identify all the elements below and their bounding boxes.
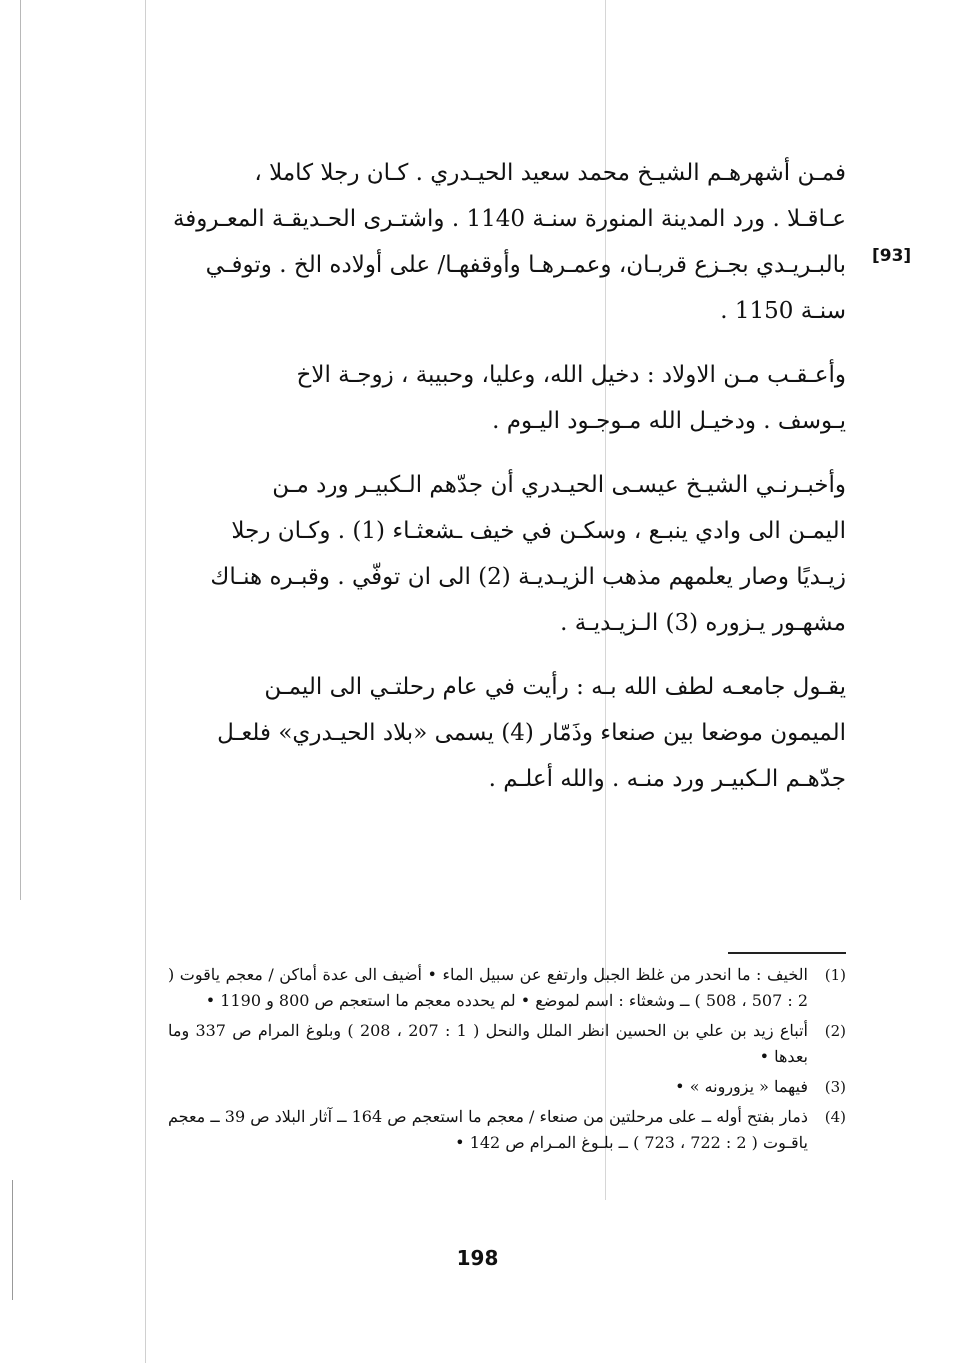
footnote-text: الخيف : ما انحدر من غلظ الجبل وارتفع عن سبيل الماء • أضيف الى عدة أماكن / معجم ياقوت ( 2 : 507 ، 508 ) ــ وشعثاء : اسم لموضع • لم يحدده معجم ما استعجم ص 800 و 1190 •: [168, 965, 809, 1010]
text-line: عـاقـلا . ورد المدينة المنورة سنـة 1140 . واشتـرى الحـديقـة المعـروفة: [172, 206, 846, 232]
text-line: بالبـريـدي بجـزع قربـان، وعمـرهـا وأوقفهـا/ على أولاده الخ . وتوفـي: [205, 252, 846, 278]
body-text: [160, 150, 846, 820]
footnote-divider: [728, 952, 846, 954]
text-line: يـوسف . ودخيـل الله مـوجـود اليـوم .: [492, 408, 846, 434]
scan-artifact-line: [20, 0, 21, 900]
footnote: [168, 1104, 846, 1156]
text-line: سنـة 1150 .: [720, 298, 846, 324]
footnote-number: (3): [824, 1078, 846, 1096]
scan-artifact-line: [145, 0, 146, 1363]
text-line: الميمون موضعا بين صنعاء وذَمّار (4) يسمى «بلاد الحيـدري» فلعـل: [217, 720, 846, 746]
text-line: يقـول جامعـه لطف الله بـه : رأيت في عام رحلتـي الى اليمـن: [264, 674, 846, 700]
text-line: اليمـن الى وادي ينبـع ، وسكـن في خيف ـشعثـاء (1) . وكـان رجلا: [231, 518, 846, 544]
footnote-text: أتباع زيد بن علي بن الحسين انظر الملل والنحل ( 1 : 207 ، 208 ) وبلوغ المرام ص 337 وما بعدها •: [168, 1021, 808, 1066]
page-number: 198: [456, 1246, 499, 1270]
footnote: [168, 1018, 846, 1070]
footnotes: [168, 962, 846, 1160]
margin-marker: [93]: [872, 246, 912, 266]
footnote: [168, 1074, 846, 1100]
text-line: وأعـقـب مـن الاولاد : دخيل الله، وعليا، وحبيبة ، زوجـة الاخ: [296, 362, 846, 388]
footnote-text: فيهما « يزورونه » •: [675, 1077, 808, 1096]
paragraph: [160, 664, 846, 802]
paragraph: [160, 352, 846, 444]
text-line: فمـن أشهرهـم الشيـخ محمد سعيد الحيـدري . كـان رجلا كاملا ،: [254, 160, 846, 186]
footnote-number: (4): [824, 1108, 846, 1126]
footnote-number: (2): [824, 1022, 846, 1040]
scan-artifact-line: [12, 1180, 13, 1300]
footnote-number: (1): [824, 966, 846, 984]
text-line: جدّهـم الـكبيـر ورد منـه . والله أعلـم .: [488, 766, 846, 792]
footnote-text: ذمار بفتح أوله ــ على مرحلتين من صنعاء / معجم ما استعجم ص 164 ــ آثار البلاد ص 39 ــ معجم ياقـوت ( 2 : 722 ، 723 ) ــ بلـوغ المـرام ص 142 •: [167, 1107, 808, 1152]
text-line: مشهـور يـزوره (3) الـزيـديـة .: [560, 610, 846, 636]
text-line: وأخبـرنـي الشيـخ عيسـى الحيـدري أن جدّهم الـكبيـر ورد مـن: [272, 472, 846, 498]
paragraph: [160, 150, 846, 334]
text-line: زيـديًا وصار يعلمهم مذهب الزيـديـة (2) الى ان توفّي . وقبـره هنـاك: [210, 564, 846, 590]
paragraph: [160, 462, 846, 646]
footnote: [168, 962, 846, 1014]
